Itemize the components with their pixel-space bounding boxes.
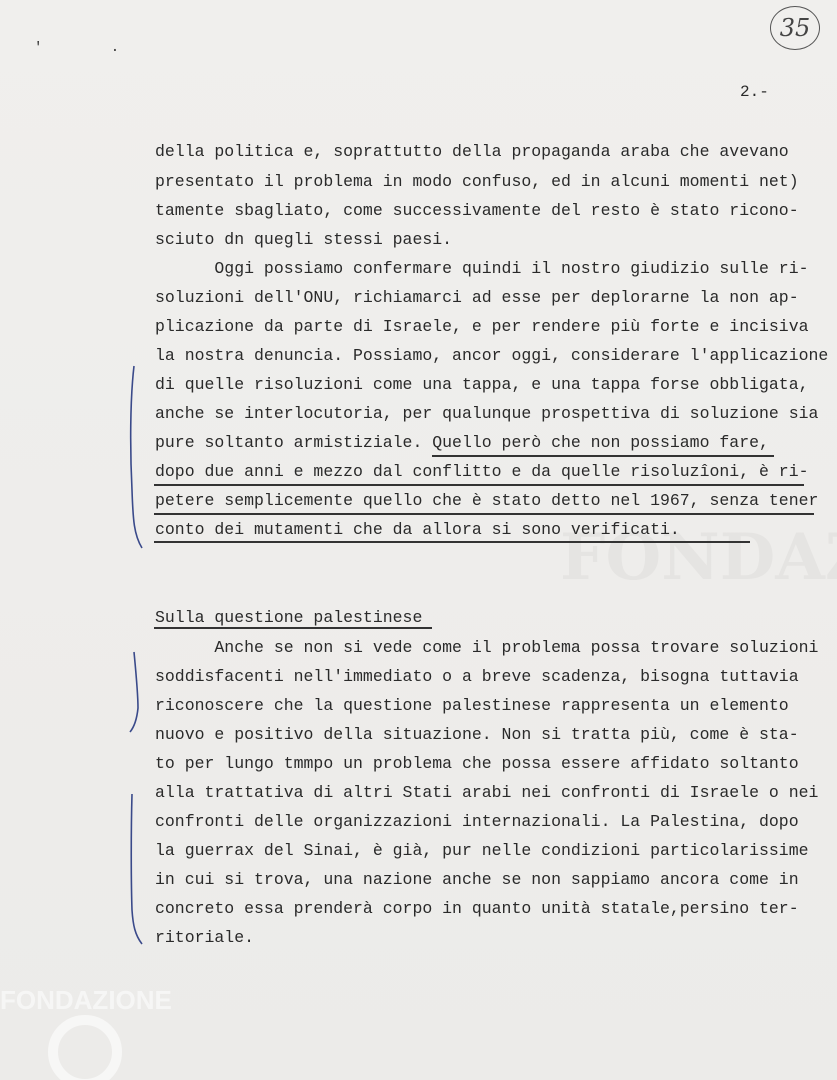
text-line: Anche se non si vede come il problema possa trovare soluzioni (155, 638, 819, 657)
pen-underline (432, 455, 774, 457)
text-line: petere semplicemente quello che è stato detto nel 1967, senza tener (155, 491, 819, 510)
section-heading: Sulla questione palestinese (155, 608, 423, 627)
text-line: soddisfacenti nell'immediato o a breve scadenza, bisogna tuttavia (155, 667, 799, 686)
text-line: della politica e, soprattutto della propaganda araba che avevano (155, 142, 789, 161)
heading-underline (154, 627, 432, 629)
pen-underline (154, 513, 814, 515)
text-line: to per lungo tmmpo un problema che possa essere affidato soltanto (155, 754, 799, 773)
text-line: nuovo e positivo della situazione. Non si tratta più, come è sta- (155, 725, 799, 744)
watermark-logo-icon (40, 1012, 130, 1080)
folio-number: 35 (770, 6, 820, 50)
text-line: concreto essa prenderà corpo in quanto unità statale,persino ter- (155, 899, 799, 918)
text-line: plicazione da parte di Israele, e per rendere più forte e incisiva (155, 317, 809, 336)
text-line: sciuto dn quegli stessi paesi. (155, 230, 453, 249)
text-line: confronti delle organizzazioni internazionali. La Palestina, dopo (155, 812, 799, 831)
punch-marks: ' . (34, 40, 150, 56)
text-line: conto dei mutamenti che da allora si sono verificati. (155, 520, 680, 539)
pen-underline (154, 541, 750, 543)
margin-bracket-icon (120, 790, 150, 950)
text-line: alla trattativa di altri Stati arabi nei confronti di Israele o nei (155, 783, 819, 802)
margin-bracket-icon (122, 648, 152, 738)
text-line: presentato il problema in modo confuso, ed in alcuni momenti net) (155, 172, 799, 191)
pen-underline (154, 484, 804, 486)
text-line: soluzioni dell'ONU, richiamarci ad esse per deplorarne la non ap- (155, 288, 799, 307)
text-line: la guerrax del Sinai, è già, pur nelle condizioni particolarissime (155, 841, 809, 860)
text-line: Oggi possiamo confermare quindi il nostro giudizio sulle ri- (155, 259, 809, 278)
page-number: 2.- (740, 83, 769, 101)
text-line: riconoscere che la questione palestinese rappresenta un elemento (155, 696, 789, 715)
text-line: di quelle risoluzioni come una tappa, e una tappa forse obbligata, (155, 375, 809, 394)
text-line: in cui si trova, una nazione anche se non sappiamo ancora come in (155, 870, 799, 889)
text-line: tamente sbagliato, come successivamente del resto è stato ricono- (155, 201, 799, 220)
text-line: anche se interlocutoria, per qualunque prospettiva di soluzione sia (155, 404, 819, 423)
margin-bracket-icon (120, 360, 150, 560)
text-line: ritoriale. (155, 928, 255, 947)
text-line: pure soltanto armistiziale. Quello però che non possiamo fare, (155, 433, 769, 452)
text-line: dopo due anni e mezzo dal conflitto e da quelle risoluzîoni, è ri- (155, 462, 809, 481)
text-line: la nostra denuncia. Possiamo, ancor oggi, considerare l'applicazione (155, 346, 829, 365)
watermark-logo: FONDAZIONE (0, 985, 172, 1015)
